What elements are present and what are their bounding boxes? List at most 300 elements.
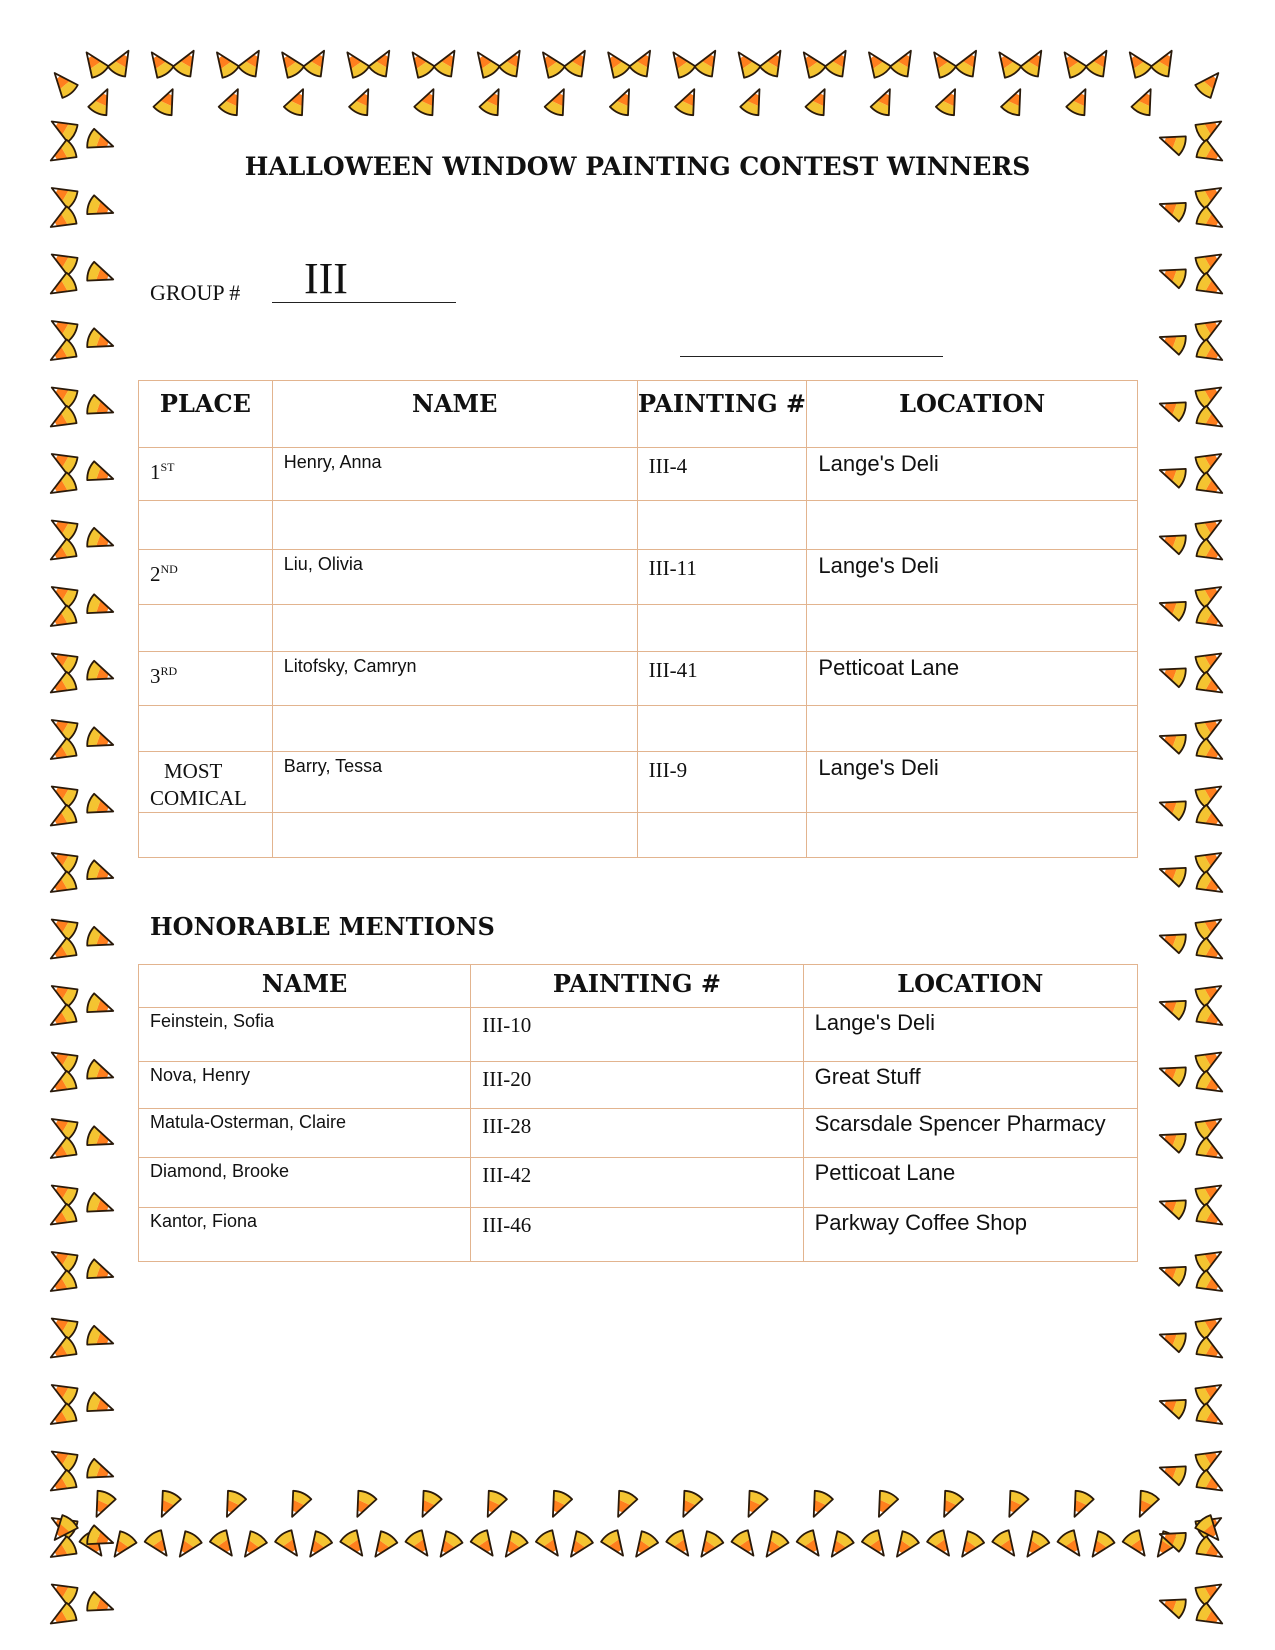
candy-corn-icon bbox=[1154, 1057, 1192, 1090]
candy-corn-icon bbox=[802, 1485, 837, 1524]
candy-corn-icon bbox=[1189, 376, 1229, 413]
header-location: LOCATION bbox=[803, 965, 1137, 1008]
name-cell: Litofsky, Camryn bbox=[272, 652, 637, 706]
candy-corn-icon bbox=[606, 82, 641, 121]
candy-corn-icon bbox=[736, 82, 771, 121]
candy-corn-icon bbox=[1190, 667, 1230, 704]
candy-corn-icon bbox=[1154, 990, 1192, 1023]
candy-corn-icon bbox=[625, 1525, 663, 1565]
candy-corn-icon bbox=[299, 43, 336, 83]
header-name: NAME bbox=[272, 381, 637, 448]
painting-cell: III-28 bbox=[471, 1109, 803, 1158]
candy-corn-icon bbox=[81, 391, 119, 424]
candy-corn-icon bbox=[44, 310, 84, 347]
candy-corn-icon bbox=[1189, 443, 1229, 480]
spacer-row bbox=[139, 706, 1138, 752]
candy-corn-icon bbox=[951, 1525, 989, 1565]
candy-corn-icon bbox=[206, 44, 244, 84]
painting-cell: III-42 bbox=[471, 1158, 803, 1208]
candy-corn-icon bbox=[1128, 1485, 1163, 1524]
candy-corn-icon bbox=[1189, 1174, 1229, 1211]
group-value: III bbox=[304, 254, 348, 303]
honors-header-row bbox=[139, 965, 1138, 1008]
candy-corn-icon bbox=[1189, 1307, 1229, 1344]
painting-cell: III-10 bbox=[471, 1008, 803, 1062]
candy-corn-icon bbox=[1154, 525, 1192, 558]
candy-corn-icon bbox=[43, 1133, 83, 1170]
candy-corn-icon bbox=[43, 1532, 83, 1569]
candy-corn-icon bbox=[1189, 110, 1229, 147]
candy-corn-icon bbox=[44, 1041, 84, 1078]
candy-corn-icon bbox=[401, 1524, 439, 1564]
candy-corn-icon bbox=[494, 43, 531, 83]
candy-corn-icon bbox=[1189, 775, 1229, 812]
candy-corn-icon bbox=[43, 1332, 83, 1369]
header-painting: PAINTING # bbox=[471, 965, 803, 1008]
candy-corn-icon bbox=[43, 1465, 83, 1502]
candy-corn-icon bbox=[81, 790, 119, 823]
candy-corn-icon bbox=[1154, 1123, 1192, 1156]
candy-corn-icon bbox=[271, 44, 309, 84]
candy-corn-icon bbox=[1190, 268, 1230, 305]
table-row bbox=[139, 1062, 1138, 1109]
candy-corn-icon bbox=[81, 1388, 119, 1421]
candy-corn-icon bbox=[1190, 1066, 1230, 1103]
candy-corn-icon bbox=[1154, 259, 1192, 292]
candy-corn-icon bbox=[867, 1485, 902, 1524]
location-cell: Lange's Deli bbox=[807, 752, 1138, 813]
candy-corn-icon bbox=[932, 1485, 967, 1524]
candy-corn-icon bbox=[1190, 1133, 1230, 1170]
spacer-row bbox=[139, 605, 1138, 652]
candy-corn-icon bbox=[625, 43, 662, 83]
candy-corn-icon bbox=[81, 989, 119, 1022]
candy-corn-icon bbox=[43, 1000, 83, 1037]
candy-corn-icon bbox=[43, 335, 83, 372]
candy-corn-icon bbox=[1190, 933, 1230, 970]
location-cell: Petticoat Lane bbox=[803, 1158, 1137, 1208]
candy-corn-icon bbox=[44, 1509, 83, 1549]
table-row bbox=[139, 1208, 1138, 1262]
candy-corn-icon bbox=[1082, 1525, 1120, 1565]
candy-corn-icon bbox=[81, 1122, 119, 1155]
candy-corn-icon bbox=[81, 590, 119, 623]
candy-corn-icon bbox=[44, 642, 84, 679]
candy-corn-icon bbox=[1190, 335, 1230, 372]
candy-corn-icon bbox=[475, 82, 510, 121]
painting-cell: III-20 bbox=[471, 1062, 803, 1109]
candy-corn-icon bbox=[43, 468, 83, 505]
candy-corn-icon bbox=[1189, 1440, 1229, 1477]
place-number: 2 bbox=[150, 562, 161, 586]
location-cell: Scarsdale Spencer Pharmacy bbox=[803, 1109, 1137, 1158]
candy-corn-icon bbox=[43, 601, 83, 638]
candy-corn-icon bbox=[1190, 468, 1230, 505]
candy-corn-icon bbox=[1154, 791, 1192, 824]
candy-corn-icon bbox=[531, 1524, 569, 1564]
candy-corn-icon bbox=[81, 1056, 119, 1089]
candy-corn-icon bbox=[1189, 642, 1229, 679]
place-number: 1 bbox=[150, 460, 161, 484]
candy-corn-icon bbox=[81, 1322, 119, 1355]
candy-corn-icon bbox=[168, 43, 205, 83]
candy-corn-icon bbox=[43, 534, 83, 571]
place-line-1: MOST bbox=[164, 759, 223, 783]
candy-corn-icon bbox=[671, 82, 706, 121]
candy-corn-icon bbox=[1189, 1507, 1229, 1544]
candy-corn-icon bbox=[1190, 1000, 1230, 1037]
honorable-mentions-table bbox=[138, 964, 1138, 1262]
candy-corn-icon bbox=[987, 1524, 1025, 1564]
candy-corn-icon bbox=[44, 376, 84, 413]
candy-corn-icon bbox=[364, 43, 401, 83]
candy-corn-icon bbox=[81, 524, 119, 557]
candy-corn-icon bbox=[44, 64, 83, 104]
table-row bbox=[139, 1158, 1138, 1208]
candy-corn-icon bbox=[1190, 1266, 1230, 1303]
candy-corn-icon bbox=[1189, 576, 1229, 613]
name-cell: Diamond, Brooke bbox=[139, 1158, 471, 1208]
table-row bbox=[139, 652, 1138, 706]
table-row bbox=[139, 550, 1138, 605]
candy-corn-icon bbox=[1189, 1041, 1229, 1078]
candy-corn-icon bbox=[43, 667, 83, 704]
candy-corn-icon bbox=[1189, 509, 1229, 546]
candy-corn-icon bbox=[44, 243, 84, 280]
candy-corn-icon bbox=[1190, 1399, 1230, 1436]
candy-corn-icon bbox=[410, 82, 445, 121]
candy-corn-icon bbox=[345, 82, 380, 121]
candy-corn-icon bbox=[44, 1573, 84, 1610]
candy-corn-icon bbox=[169, 1525, 207, 1565]
signature-line bbox=[680, 356, 943, 357]
candy-corn-icon bbox=[1190, 1532, 1230, 1569]
candy-corn-icon bbox=[43, 1066, 83, 1103]
candy-corn-icon bbox=[44, 975, 84, 1012]
candy-corn-icon bbox=[84, 82, 119, 121]
location-cell: Parkway Coffee Shop bbox=[803, 1208, 1137, 1262]
candy-corn-icon bbox=[932, 82, 967, 121]
candy-corn-icon bbox=[1154, 1589, 1192, 1622]
candy-corn-icon bbox=[346, 1485, 381, 1524]
candy-corn-icon bbox=[44, 908, 84, 945]
candy-corn-icon bbox=[1154, 458, 1192, 491]
candy-corn-icon bbox=[44, 1507, 84, 1544]
group-label: GROUP # bbox=[150, 280, 241, 305]
name-cell: Kantor, Fiona bbox=[139, 1208, 471, 1262]
candy-corn-icon bbox=[476, 1485, 511, 1524]
name-cell: Nova, Henry bbox=[139, 1062, 471, 1109]
candy-corn-icon bbox=[661, 1524, 699, 1564]
candy-corn-icon bbox=[886, 1525, 924, 1565]
candy-corn-icon bbox=[866, 82, 901, 121]
table-row bbox=[139, 1109, 1138, 1158]
candy-corn-icon bbox=[1189, 243, 1229, 280]
candy-corn-icon bbox=[1062, 82, 1097, 121]
candy-corn-icon bbox=[997, 82, 1032, 121]
candy-corn-icon bbox=[1154, 1456, 1192, 1489]
candy-corn-icon bbox=[280, 1485, 315, 1524]
candy-corn-icon bbox=[1154, 591, 1192, 624]
candy-corn-icon bbox=[690, 43, 727, 83]
candy-corn-icon bbox=[299, 1525, 337, 1565]
candy-corn-icon bbox=[1190, 1465, 1230, 1502]
candy-corn-icon bbox=[1190, 64, 1229, 104]
candy-corn-icon bbox=[1189, 709, 1229, 746]
candy-corn-icon bbox=[44, 1440, 84, 1477]
candy-corn-icon bbox=[1190, 867, 1230, 904]
candy-corn-icon bbox=[1189, 1241, 1229, 1278]
place-number: 3 bbox=[150, 664, 161, 688]
candy-corn-icon bbox=[234, 43, 271, 83]
candy-corn-icon bbox=[1190, 202, 1230, 239]
candy-corn-icon bbox=[76, 44, 114, 84]
location-cell: Lange's Deli bbox=[807, 448, 1138, 501]
candy-corn-icon bbox=[1053, 1524, 1091, 1564]
header-place: PLACE bbox=[139, 381, 273, 448]
candy-corn-icon bbox=[43, 800, 83, 837]
candy-corn-icon bbox=[1190, 534, 1230, 571]
place-line-2: COMICAL bbox=[150, 786, 247, 810]
candy-corn-icon bbox=[402, 44, 440, 84]
candy-corn-icon bbox=[1190, 1509, 1229, 1549]
candy-corn-icon bbox=[467, 44, 505, 84]
candy-corn-icon bbox=[886, 43, 923, 83]
candy-corn-icon bbox=[1016, 1525, 1054, 1565]
candy-corn-icon bbox=[81, 1521, 119, 1554]
candy-corn-icon bbox=[43, 933, 83, 970]
candy-corn-icon bbox=[44, 709, 84, 746]
painting-cell: III-46 bbox=[471, 1208, 803, 1262]
candy-corn-icon bbox=[857, 1524, 895, 1564]
candy-corn-icon bbox=[1190, 1199, 1230, 1236]
candy-corn-icon bbox=[81, 1588, 119, 1621]
place-suffix: RD bbox=[160, 664, 178, 678]
candy-corn-icon bbox=[103, 43, 140, 83]
candy-corn-icon bbox=[1190, 1598, 1230, 1635]
candy-corn-icon bbox=[662, 44, 700, 84]
candy-corn-icon bbox=[1146, 43, 1183, 83]
candy-corn-icon bbox=[1189, 908, 1229, 945]
candy-corn-icon bbox=[727, 1524, 765, 1564]
candy-corn-icon bbox=[44, 1307, 84, 1344]
place-cell bbox=[139, 550, 273, 605]
table-row bbox=[139, 448, 1138, 501]
spacer-row bbox=[139, 501, 1138, 550]
candy-corn-icon bbox=[81, 1455, 119, 1488]
candy-corn-icon bbox=[540, 82, 575, 121]
candy-corn-icon bbox=[411, 1485, 446, 1524]
candy-corn-icon bbox=[820, 43, 857, 83]
painting-cell: III-4 bbox=[637, 448, 807, 501]
place-suffix: ND bbox=[160, 562, 178, 576]
candy-corn-icon bbox=[150, 1485, 185, 1524]
candy-corn-icon bbox=[85, 1485, 120, 1524]
candy-corn-icon bbox=[1190, 401, 1230, 438]
candy-corn-icon bbox=[1154, 1323, 1192, 1356]
candy-corn-icon bbox=[81, 191, 119, 224]
candy-corn-icon bbox=[44, 509, 84, 546]
candy-corn-icon bbox=[1154, 392, 1192, 425]
candy-corn-icon bbox=[1189, 310, 1229, 347]
candy-corn-icon bbox=[270, 1524, 308, 1564]
candy-corn-icon bbox=[44, 576, 84, 613]
header-name: NAME bbox=[139, 965, 471, 1008]
candy-corn-icon bbox=[43, 734, 83, 771]
candy-corn-icon bbox=[44, 842, 84, 879]
table-row bbox=[139, 1008, 1138, 1062]
candy-corn-icon bbox=[81, 657, 119, 690]
candy-corn-icon bbox=[44, 1174, 84, 1211]
candy-corn-icon bbox=[81, 1189, 119, 1222]
candy-corn-icon bbox=[234, 1525, 272, 1565]
candy-corn-icon bbox=[821, 1525, 859, 1565]
place-cell bbox=[139, 752, 273, 813]
candy-corn-icon bbox=[560, 43, 597, 83]
candy-corn-icon bbox=[756, 1525, 794, 1565]
place-cell bbox=[139, 652, 273, 706]
painting-cell: III-9 bbox=[637, 752, 807, 813]
candy-corn-icon bbox=[951, 43, 988, 83]
candy-corn-icon bbox=[690, 1525, 728, 1565]
place-cell bbox=[139, 448, 273, 501]
location-cell: Lange's Deli bbox=[803, 1008, 1137, 1062]
candy-corn-icon bbox=[466, 1524, 504, 1564]
name-cell: Henry, Anna bbox=[272, 448, 637, 501]
candy-corn-icon bbox=[43, 401, 83, 438]
winners-table bbox=[138, 380, 1138, 858]
candy-corn-icon bbox=[81, 923, 119, 956]
candy-corn-icon bbox=[43, 1598, 83, 1635]
candy-corn-icon bbox=[44, 775, 84, 812]
candy-corn-icon bbox=[44, 110, 84, 147]
candy-corn-icon bbox=[1154, 1522, 1192, 1555]
candy-corn-icon bbox=[43, 867, 83, 904]
candy-corn-icon bbox=[755, 43, 792, 83]
candy-corn-icon bbox=[793, 44, 831, 84]
candy-corn-icon bbox=[364, 1525, 402, 1565]
candy-corn-icon bbox=[81, 723, 119, 756]
candy-corn-icon bbox=[1190, 601, 1230, 638]
candy-corn-icon bbox=[495, 1525, 533, 1565]
candy-corn-icon bbox=[1190, 734, 1230, 771]
header-painting: PAINTING # bbox=[637, 381, 807, 448]
candy-corn-icon bbox=[1154, 658, 1192, 691]
header-location: LOCATION bbox=[807, 381, 1138, 448]
candy-corn-icon bbox=[596, 1524, 634, 1564]
candy-corn-icon bbox=[335, 1524, 373, 1564]
candy-corn-icon bbox=[672, 1485, 707, 1524]
candy-corn-icon bbox=[922, 1524, 960, 1564]
place-suffix: ST bbox=[160, 460, 175, 474]
candy-corn-icon bbox=[1127, 82, 1162, 121]
location-cell: Petticoat Lane bbox=[807, 652, 1138, 706]
candy-corn-icon bbox=[43, 1399, 83, 1436]
candy-corn-icon bbox=[44, 1374, 84, 1411]
candy-corn-icon bbox=[1081, 43, 1118, 83]
candy-corn-icon bbox=[1154, 724, 1192, 757]
winners-header-row bbox=[139, 381, 1138, 448]
candy-corn-icon bbox=[541, 1485, 576, 1524]
name-cell: Liu, Olivia bbox=[272, 550, 637, 605]
candy-corn-icon bbox=[1154, 857, 1192, 890]
location-cell: Great Stuff bbox=[803, 1062, 1137, 1109]
candy-corn-icon bbox=[606, 1485, 641, 1524]
candy-corn-icon bbox=[215, 1485, 250, 1524]
candy-corn-icon bbox=[1189, 842, 1229, 879]
candy-corn-icon bbox=[43, 202, 83, 239]
candy-corn-icon bbox=[1189, 1108, 1229, 1145]
candy-corn-icon bbox=[81, 856, 119, 889]
candy-corn-icon bbox=[43, 268, 83, 305]
candy-corn-icon bbox=[597, 44, 635, 84]
table-row bbox=[139, 752, 1138, 813]
candy-corn-icon bbox=[1119, 44, 1157, 84]
candy-corn-icon bbox=[430, 1525, 468, 1565]
candy-corn-icon bbox=[923, 44, 961, 84]
candy-corn-icon bbox=[1154, 1190, 1192, 1223]
candy-corn-icon bbox=[1154, 325, 1192, 358]
candy-corn-icon bbox=[81, 1255, 119, 1288]
candy-corn-icon bbox=[801, 82, 836, 121]
candy-corn-icon bbox=[1147, 1525, 1185, 1565]
candy-corn-icon bbox=[792, 1524, 830, 1564]
candy-corn-icon bbox=[140, 1524, 178, 1564]
candy-corn-icon bbox=[205, 1524, 243, 1564]
candy-corn-icon bbox=[81, 457, 119, 490]
candy-corn-icon bbox=[141, 44, 179, 84]
name-cell: Matula-Osterman, Claire bbox=[139, 1109, 471, 1158]
candy-corn-icon bbox=[75, 1524, 113, 1564]
candy-corn-icon bbox=[1154, 192, 1192, 225]
candy-corn-icon bbox=[1190, 800, 1230, 837]
page-title: HALLOWEEN WINDOW PAINTING CONTEST WINNERS bbox=[244, 152, 1031, 181]
candy-corn-icon bbox=[1189, 975, 1229, 1012]
candy-corn-icon bbox=[44, 443, 84, 480]
group-blank-line bbox=[272, 254, 456, 303]
painting-cell: III-11 bbox=[637, 550, 807, 605]
candy-corn-icon bbox=[737, 1485, 772, 1524]
candy-corn-icon bbox=[81, 324, 119, 357]
candy-corn-icon bbox=[1154, 924, 1192, 957]
candy-corn-icon bbox=[44, 1241, 84, 1278]
candy-corn-icon bbox=[560, 1525, 598, 1565]
honorable-mentions-heading: HONORABLE MENTIONS bbox=[150, 912, 495, 941]
candy-corn-icon bbox=[104, 1525, 142, 1565]
candy-corn-icon bbox=[1063, 1485, 1098, 1524]
candy-corn-icon bbox=[1190, 1332, 1230, 1369]
candy-corn-icon bbox=[1189, 1573, 1229, 1610]
candy-corn-icon bbox=[1189, 177, 1229, 214]
candy-corn-icon bbox=[858, 44, 896, 84]
candy-corn-icon bbox=[988, 44, 1026, 84]
candy-corn-icon bbox=[1154, 1256, 1192, 1289]
candy-corn-icon bbox=[429, 43, 466, 83]
candy-corn-icon bbox=[532, 44, 570, 84]
name-cell: Barry, Tessa bbox=[272, 752, 637, 813]
name-cell: Feinstein, Sofia bbox=[139, 1008, 471, 1062]
candy-corn-icon bbox=[1189, 1374, 1229, 1411]
location-cell: Lange's Deli bbox=[807, 550, 1138, 605]
candy-corn-icon bbox=[44, 1108, 84, 1145]
candy-corn-icon bbox=[1154, 1389, 1192, 1422]
candy-corn-icon bbox=[149, 82, 184, 121]
candy-corn-icon bbox=[280, 82, 315, 121]
candy-corn-icon bbox=[1054, 44, 1092, 84]
candy-corn-icon bbox=[998, 1485, 1033, 1524]
candy-corn-icon bbox=[1118, 1524, 1156, 1564]
candy-corn-icon bbox=[336, 44, 374, 84]
